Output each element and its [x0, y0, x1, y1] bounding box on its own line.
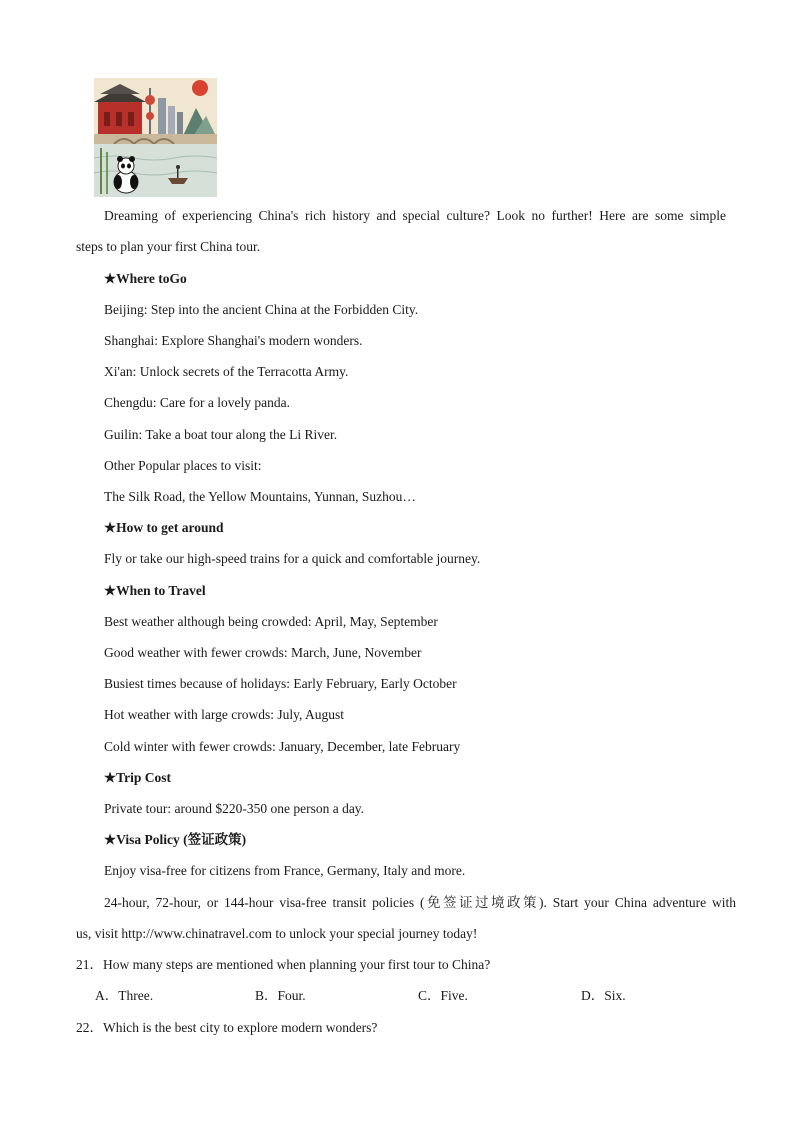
section-heading-when: [104, 582, 206, 600]
option-label: C．: [418, 988, 441, 1003]
list-item: Chengdu: Care for a lovely panda.: [104, 395, 290, 410]
star-icon: ★: [104, 583, 117, 598]
intro-line-2: steps to plan your first China tour.: [76, 239, 261, 254]
china-travel-illustration: [94, 78, 217, 197]
visa-paragraph-line-2: us, visit http://www.chinatravel.com to unlock your special journey today!: [76, 926, 478, 941]
section-title: Visa Policy (签证政策): [116, 832, 247, 847]
option-label: B．: [255, 988, 278, 1003]
option-d[interactable]: [581, 987, 626, 1005]
section-heading-cost: [104, 769, 171, 787]
option-b[interactable]: [255, 987, 306, 1005]
section-title: Trip Cost: [116, 770, 171, 785]
list-item: Beijing: Step into the ancient China at the Forbidden City.: [104, 302, 419, 317]
option-text: Three.: [118, 988, 154, 1003]
star-icon: ★: [104, 770, 117, 785]
question-text: How many steps are mentioned when planning your first tour to China?: [103, 957, 491, 972]
section-heading-where: [104, 270, 187, 288]
star-icon: ★: [104, 271, 117, 286]
option-label: D．: [581, 988, 605, 1003]
option-a[interactable]: [95, 987, 153, 1005]
section-title: How to get around: [116, 520, 224, 535]
question-text: Which is the best city to explore modern wonders?: [103, 1020, 378, 1035]
question-21: [76, 956, 490, 974]
list-item: Shanghai: Explore Shanghai's modern wonders.: [104, 333, 363, 348]
option-text: Five.: [440, 988, 468, 1003]
star-icon: ★: [104, 520, 117, 535]
intro-line-1: Dreaming of experiencing China's rich history and special culture? Look no further! Here are some simple: [104, 208, 726, 223]
list-item: Busiest times because of holidays: Early February, Early October: [104, 676, 457, 691]
list-item: The Silk Road, the Yellow Mountains, Yunnan, Suzhou…: [104, 489, 416, 504]
question-22: [76, 1019, 377, 1037]
list-item: Fly or take our high-speed trains for a quick and comfortable journey.: [104, 551, 481, 566]
section-title: When to Travel: [116, 583, 206, 598]
option-c[interactable]: [418, 987, 468, 1005]
option-text: Six.: [604, 988, 626, 1003]
option-text: Four.: [277, 988, 306, 1003]
list-item: Private tour: around $220-350 one person a day.: [104, 801, 365, 816]
section-heading-around: [104, 519, 224, 537]
list-item: Guilin: Take a boat tour along the Li River.: [104, 427, 338, 442]
list-item: Cold winter with fewer crowds: January, December, late February: [104, 739, 461, 754]
star-icon: ★: [104, 832, 117, 847]
list-item: Other Popular places to visit:: [104, 458, 262, 473]
section-title: Where toGo: [116, 271, 187, 286]
list-item: Hot weather with large crowds: July, August: [104, 707, 344, 722]
list-item: Best weather although being crowded: April, May, September: [104, 614, 438, 629]
section-heading-visa: [104, 831, 246, 849]
question-number: 22．: [76, 1020, 103, 1035]
list-item: Good weather with fewer crowds: March, June, November: [104, 645, 422, 660]
list-item: Enjoy visa-free for citizens from France, Germany, Italy and more.: [104, 863, 466, 878]
list-item: Xi'an: Unlock secrets of the Terracotta Army.: [104, 364, 349, 379]
question-number: 21．: [76, 957, 103, 972]
option-label: A．: [95, 988, 119, 1003]
visa-paragraph-line-1: 24-hour, 72-hour, or 144-hour visa-free transit policies (免签证过境政策). Start your China adventure with: [104, 895, 736, 910]
